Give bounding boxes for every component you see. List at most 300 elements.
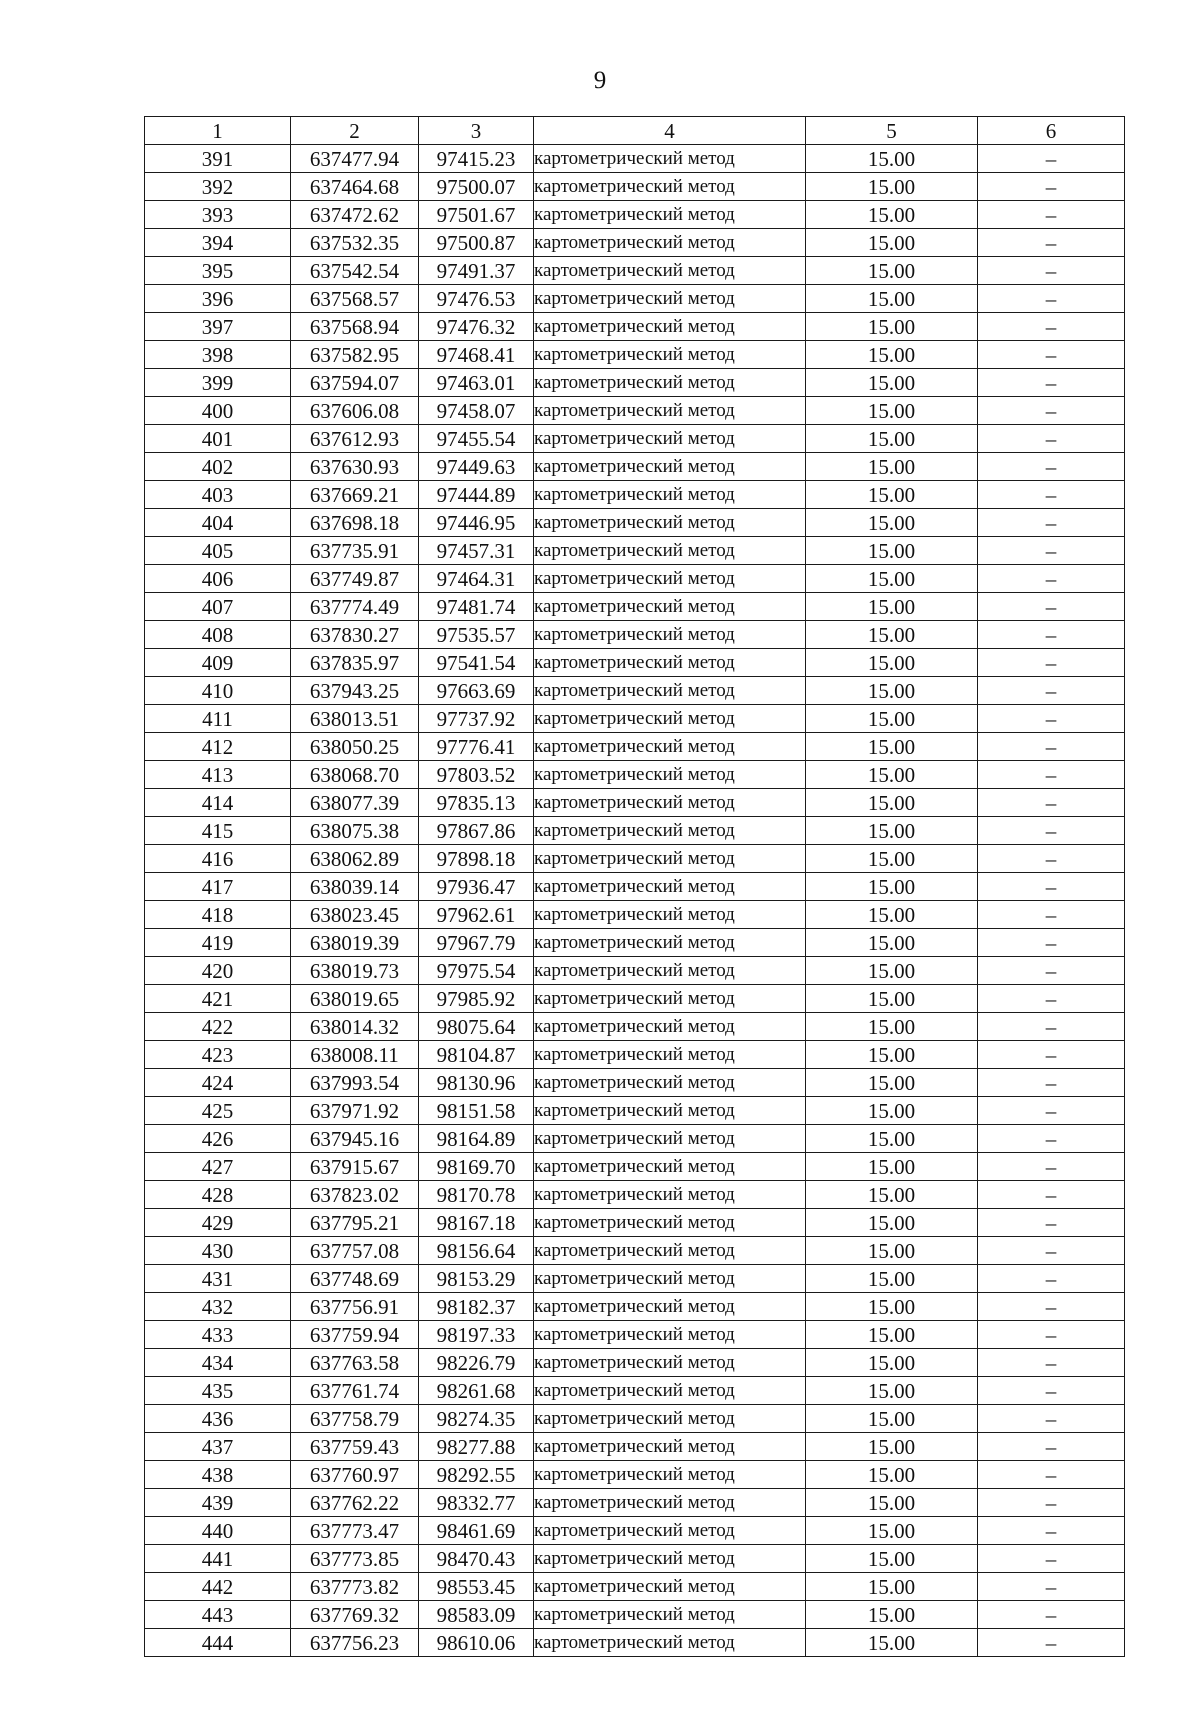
table-row [145, 1517, 1125, 1545]
point-number-cell: 397 [145, 313, 291, 341]
y-coordinate-cell: 97776.41 [419, 733, 534, 761]
point-number-cell: 416 [145, 845, 291, 873]
note-cell: – [978, 845, 1125, 873]
y-coordinate-cell: 98461.69 [419, 1517, 534, 1545]
note-cell: – [978, 1517, 1125, 1545]
table-row [145, 621, 1125, 649]
point-number-cell: 421 [145, 985, 291, 1013]
x-coordinate-cell: 637795.21 [291, 1209, 419, 1237]
y-coordinate-cell: 98197.33 [419, 1321, 534, 1349]
y-coordinate-cell: 98610.06 [419, 1629, 534, 1657]
accuracy-cell: 15.00 [806, 565, 978, 593]
table-row [145, 1629, 1125, 1657]
x-coordinate-cell: 637757.08 [291, 1237, 419, 1265]
x-coordinate-cell: 637762.22 [291, 1489, 419, 1517]
point-number-cell: 396 [145, 285, 291, 313]
note-cell: – [978, 677, 1125, 705]
point-number-cell: 433 [145, 1321, 291, 1349]
accuracy-cell: 15.00 [806, 1237, 978, 1265]
method-cell: картометрический метод [534, 1181, 806, 1209]
point-number-cell: 399 [145, 369, 291, 397]
table-row [145, 1573, 1125, 1601]
x-coordinate-cell: 638062.89 [291, 845, 419, 873]
x-coordinate-cell: 637756.23 [291, 1629, 419, 1657]
y-coordinate-cell: 97476.53 [419, 285, 534, 313]
accuracy-cell: 15.00 [806, 537, 978, 565]
note-cell: – [978, 1489, 1125, 1517]
x-coordinate-cell: 637568.94 [291, 313, 419, 341]
method-cell: картометрический метод [534, 677, 806, 705]
accuracy-cell: 15.00 [806, 1405, 978, 1433]
x-coordinate-cell: 637669.21 [291, 481, 419, 509]
y-coordinate-cell: 97449.63 [419, 453, 534, 481]
x-coordinate-cell: 638013.51 [291, 705, 419, 733]
point-number-cell: 392 [145, 173, 291, 201]
header-col-1: 1 [145, 117, 291, 145]
page-number: 9 [593, 67, 607, 94]
point-number-cell: 432 [145, 1293, 291, 1321]
method-cell: картометрический метод [534, 593, 806, 621]
x-coordinate-cell: 638039.14 [291, 873, 419, 901]
y-coordinate-cell: 97415.23 [419, 145, 534, 173]
method-cell: картометрический метод [534, 845, 806, 873]
header-col-3: 3 [419, 117, 534, 145]
y-coordinate-cell: 97458.07 [419, 397, 534, 425]
point-number-cell: 427 [145, 1153, 291, 1181]
note-cell: – [978, 1209, 1125, 1237]
y-coordinate-cell: 98226.79 [419, 1349, 534, 1377]
note-cell: – [978, 145, 1125, 173]
y-coordinate-cell: 98583.09 [419, 1601, 534, 1629]
method-cell: картометрический метод [534, 901, 806, 929]
note-cell: – [978, 341, 1125, 369]
y-coordinate-cell: 98167.18 [419, 1209, 534, 1237]
x-coordinate-cell: 637630.93 [291, 453, 419, 481]
accuracy-cell: 15.00 [806, 1517, 978, 1545]
y-coordinate-cell: 97468.41 [419, 341, 534, 369]
point-number-cell: 440 [145, 1517, 291, 1545]
method-cell: картометрический метод [534, 1405, 806, 1433]
note-cell: – [978, 1153, 1125, 1181]
table-row [145, 257, 1125, 285]
table-row [145, 1349, 1125, 1377]
note-cell: – [978, 1573, 1125, 1601]
table-row [145, 789, 1125, 817]
x-coordinate-cell: 637971.92 [291, 1097, 419, 1125]
accuracy-cell: 15.00 [806, 1265, 978, 1293]
accuracy-cell: 15.00 [806, 1377, 978, 1405]
table-row [145, 369, 1125, 397]
x-coordinate-cell: 637594.07 [291, 369, 419, 397]
table-row [145, 1293, 1125, 1321]
header-col-2: 2 [291, 117, 419, 145]
method-cell: картометрический метод [534, 509, 806, 537]
y-coordinate-cell: 98277.88 [419, 1433, 534, 1461]
y-coordinate-cell: 97464.31 [419, 565, 534, 593]
x-coordinate-cell: 637532.35 [291, 229, 419, 257]
method-cell: картометрический метод [534, 649, 806, 677]
y-coordinate-cell: 97535.57 [419, 621, 534, 649]
accuracy-cell: 15.00 [806, 369, 978, 397]
header-col-6: 6 [978, 117, 1125, 145]
accuracy-cell: 15.00 [806, 1489, 978, 1517]
y-coordinate-cell: 97867.86 [419, 817, 534, 845]
method-cell: картометрический метод [534, 173, 806, 201]
table-row [145, 985, 1125, 1013]
y-coordinate-cell: 98156.64 [419, 1237, 534, 1265]
method-cell: картометрический метод [534, 1321, 806, 1349]
accuracy-cell: 15.00 [806, 1321, 978, 1349]
method-cell: картометрический метод [534, 957, 806, 985]
point-number-cell: 435 [145, 1377, 291, 1405]
table-row [145, 1097, 1125, 1125]
method-cell: картометрический метод [534, 1013, 806, 1041]
y-coordinate-cell: 98292.55 [419, 1461, 534, 1489]
note-cell: – [978, 789, 1125, 817]
table-row [145, 1545, 1125, 1573]
note-cell: – [978, 453, 1125, 481]
table-row [145, 1405, 1125, 1433]
y-coordinate-cell: 98130.96 [419, 1069, 534, 1097]
accuracy-cell: 15.00 [806, 313, 978, 341]
note-cell: – [978, 481, 1125, 509]
accuracy-cell: 15.00 [806, 733, 978, 761]
table-row [145, 1377, 1125, 1405]
y-coordinate-cell: 97663.69 [419, 677, 534, 705]
method-cell: картометрический метод [534, 1237, 806, 1265]
table-row [145, 1013, 1125, 1041]
y-coordinate-cell: 97962.61 [419, 901, 534, 929]
x-coordinate-cell: 637774.49 [291, 593, 419, 621]
accuracy-cell: 15.00 [806, 425, 978, 453]
x-coordinate-cell: 638019.65 [291, 985, 419, 1013]
y-coordinate-cell: 97835.13 [419, 789, 534, 817]
header-row [145, 117, 1125, 145]
note-cell: – [978, 873, 1125, 901]
y-coordinate-cell: 97481.74 [419, 593, 534, 621]
note-cell: – [978, 1041, 1125, 1069]
accuracy-cell: 15.00 [806, 453, 978, 481]
point-number-cell: 437 [145, 1433, 291, 1461]
note-cell: – [978, 761, 1125, 789]
table-row [145, 509, 1125, 537]
note-cell: – [978, 313, 1125, 341]
x-coordinate-cell: 637759.43 [291, 1433, 419, 1461]
note-cell: – [978, 1013, 1125, 1041]
method-cell: картометрический метод [534, 1293, 806, 1321]
method-cell: картометрический метод [534, 789, 806, 817]
method-cell: картометрический метод [534, 1041, 806, 1069]
method-cell: картометрический метод [534, 313, 806, 341]
table-row [145, 1601, 1125, 1629]
method-cell: картометрический метод [534, 1601, 806, 1629]
method-cell: картометрический метод [534, 397, 806, 425]
y-coordinate-cell: 97737.92 [419, 705, 534, 733]
point-number-cell: 413 [145, 761, 291, 789]
accuracy-cell: 15.00 [806, 173, 978, 201]
table-row [145, 1069, 1125, 1097]
y-coordinate-cell: 97457.31 [419, 537, 534, 565]
accuracy-cell: 15.00 [806, 1545, 978, 1573]
x-coordinate-cell: 637823.02 [291, 1181, 419, 1209]
point-number-cell: 424 [145, 1069, 291, 1097]
method-cell: картометрический метод [534, 285, 806, 313]
note-cell: – [978, 1237, 1125, 1265]
x-coordinate-cell: 637606.08 [291, 397, 419, 425]
accuracy-cell: 15.00 [806, 1013, 978, 1041]
table-row [145, 593, 1125, 621]
note-cell: – [978, 1461, 1125, 1489]
y-coordinate-cell: 97491.37 [419, 257, 534, 285]
y-coordinate-cell: 98261.68 [419, 1377, 534, 1405]
table-row [145, 705, 1125, 733]
note-cell: – [978, 705, 1125, 733]
point-number-cell: 430 [145, 1237, 291, 1265]
method-cell: картометрический метод [534, 341, 806, 369]
table-row [145, 649, 1125, 677]
point-number-cell: 426 [145, 1125, 291, 1153]
note-cell: – [978, 957, 1125, 985]
method-cell: картометрический метод [534, 621, 806, 649]
x-coordinate-cell: 638023.45 [291, 901, 419, 929]
point-number-cell: 393 [145, 201, 291, 229]
table-header [145, 117, 1125, 145]
header-col-4: 4 [534, 117, 806, 145]
accuracy-cell: 15.00 [806, 1601, 978, 1629]
note-cell: – [978, 1265, 1125, 1293]
note-cell: – [978, 565, 1125, 593]
accuracy-cell: 15.00 [806, 957, 978, 985]
x-coordinate-cell: 637835.97 [291, 649, 419, 677]
accuracy-cell: 15.00 [806, 1181, 978, 1209]
y-coordinate-cell: 98170.78 [419, 1181, 534, 1209]
y-coordinate-cell: 97500.07 [419, 173, 534, 201]
x-coordinate-cell: 637993.54 [291, 1069, 419, 1097]
accuracy-cell: 15.00 [806, 985, 978, 1013]
x-coordinate-cell: 637773.82 [291, 1573, 419, 1601]
point-number-cell: 405 [145, 537, 291, 565]
table-row [145, 1265, 1125, 1293]
method-cell: картометрический метод [534, 1349, 806, 1377]
table-row [145, 1433, 1125, 1461]
x-coordinate-cell: 638050.25 [291, 733, 419, 761]
point-number-cell: 408 [145, 621, 291, 649]
table-row [145, 173, 1125, 201]
point-number-cell: 401 [145, 425, 291, 453]
accuracy-cell: 15.00 [806, 341, 978, 369]
accuracy-cell: 15.00 [806, 901, 978, 929]
point-number-cell: 428 [145, 1181, 291, 1209]
y-coordinate-cell: 98182.37 [419, 1293, 534, 1321]
point-number-cell: 442 [145, 1573, 291, 1601]
table-row [145, 201, 1125, 229]
note-cell: – [978, 1069, 1125, 1097]
accuracy-cell: 15.00 [806, 761, 978, 789]
note-cell: – [978, 1433, 1125, 1461]
point-number-cell: 391 [145, 145, 291, 173]
accuracy-cell: 15.00 [806, 705, 978, 733]
table-row [145, 1209, 1125, 1237]
point-number-cell: 407 [145, 593, 291, 621]
point-number-cell: 410 [145, 677, 291, 705]
x-coordinate-cell: 637773.47 [291, 1517, 419, 1545]
point-number-cell: 402 [145, 453, 291, 481]
y-coordinate-cell: 98553.45 [419, 1573, 534, 1601]
method-cell: картометрический метод [534, 817, 806, 845]
accuracy-cell: 15.00 [806, 397, 978, 425]
y-coordinate-cell: 97463.01 [419, 369, 534, 397]
method-cell: картометрический метод [534, 1125, 806, 1153]
x-coordinate-cell: 637464.68 [291, 173, 419, 201]
x-coordinate-cell: 638019.39 [291, 929, 419, 957]
note-cell: – [978, 173, 1125, 201]
accuracy-cell: 15.00 [806, 1097, 978, 1125]
y-coordinate-cell: 98332.77 [419, 1489, 534, 1517]
method-cell: картометрический метод [534, 369, 806, 397]
x-coordinate-cell: 637773.85 [291, 1545, 419, 1573]
method-cell: картометрический метод [534, 201, 806, 229]
note-cell: – [978, 1629, 1125, 1657]
y-coordinate-cell: 98104.87 [419, 1041, 534, 1069]
x-coordinate-cell: 637542.54 [291, 257, 419, 285]
point-number-cell: 419 [145, 929, 291, 957]
method-cell: картометрический метод [534, 1433, 806, 1461]
point-number-cell: 420 [145, 957, 291, 985]
table-row [145, 1153, 1125, 1181]
x-coordinate-cell: 637477.94 [291, 145, 419, 173]
accuracy-cell: 15.00 [806, 1629, 978, 1657]
y-coordinate-cell: 97500.87 [419, 229, 534, 257]
note-cell: – [978, 1377, 1125, 1405]
x-coordinate-cell: 637748.69 [291, 1265, 419, 1293]
x-coordinate-cell: 637763.58 [291, 1349, 419, 1377]
point-number-cell: 412 [145, 733, 291, 761]
x-coordinate-cell: 637612.93 [291, 425, 419, 453]
note-cell: – [978, 901, 1125, 929]
table-row [145, 957, 1125, 985]
accuracy-cell: 15.00 [806, 677, 978, 705]
x-coordinate-cell: 637582.95 [291, 341, 419, 369]
note-cell: – [978, 649, 1125, 677]
table-row [145, 733, 1125, 761]
table-row [145, 1181, 1125, 1209]
accuracy-cell: 15.00 [806, 145, 978, 173]
table-row [145, 845, 1125, 873]
method-cell: картометрический метод [534, 761, 806, 789]
note-cell: – [978, 201, 1125, 229]
point-number-cell: 398 [145, 341, 291, 369]
accuracy-cell: 15.00 [806, 1293, 978, 1321]
y-coordinate-cell: 97541.54 [419, 649, 534, 677]
method-cell: картометрический метод [534, 565, 806, 593]
x-coordinate-cell: 637915.67 [291, 1153, 419, 1181]
method-cell: картометрический метод [534, 229, 806, 257]
method-cell: картометрический метод [534, 929, 806, 957]
point-number-cell: 415 [145, 817, 291, 845]
point-number-cell: 422 [145, 1013, 291, 1041]
accuracy-cell: 15.00 [806, 1573, 978, 1601]
table-row [145, 537, 1125, 565]
point-number-cell: 403 [145, 481, 291, 509]
method-cell: картометрический метод [534, 1461, 806, 1489]
y-coordinate-cell: 97985.92 [419, 985, 534, 1013]
note-cell: – [978, 1321, 1125, 1349]
y-coordinate-cell: 97975.54 [419, 957, 534, 985]
method-cell: картометрический метод [534, 985, 806, 1013]
x-coordinate-cell: 637735.91 [291, 537, 419, 565]
y-coordinate-cell: 97967.79 [419, 929, 534, 957]
y-coordinate-cell: 97501.67 [419, 201, 534, 229]
note-cell: – [978, 1293, 1125, 1321]
point-number-cell: 406 [145, 565, 291, 593]
method-cell: картометрический метод [534, 1545, 806, 1573]
note-cell: – [978, 397, 1125, 425]
method-cell: картометрический метод [534, 1069, 806, 1097]
method-cell: картометрический метод [534, 1629, 806, 1657]
method-cell: картометрический метод [534, 145, 806, 173]
accuracy-cell: 15.00 [806, 845, 978, 873]
point-number-cell: 443 [145, 1601, 291, 1629]
x-coordinate-cell: 638014.32 [291, 1013, 419, 1041]
point-number-cell: 439 [145, 1489, 291, 1517]
note-cell: – [978, 285, 1125, 313]
y-coordinate-cell: 97455.54 [419, 425, 534, 453]
table-row [145, 761, 1125, 789]
accuracy-cell: 15.00 [806, 873, 978, 901]
note-cell: – [978, 985, 1125, 1013]
table-row [145, 229, 1125, 257]
y-coordinate-cell: 98153.29 [419, 1265, 534, 1293]
method-cell: картометрический метод [534, 453, 806, 481]
accuracy-cell: 15.00 [806, 929, 978, 957]
y-coordinate-cell: 98470.43 [419, 1545, 534, 1573]
x-coordinate-cell: 638019.73 [291, 957, 419, 985]
accuracy-cell: 15.00 [806, 257, 978, 285]
method-cell: картометрический метод [534, 1517, 806, 1545]
table-row [145, 285, 1125, 313]
table-row [145, 341, 1125, 369]
accuracy-cell: 15.00 [806, 1433, 978, 1461]
y-coordinate-cell: 98169.70 [419, 1153, 534, 1181]
table-row [145, 929, 1125, 957]
point-number-cell: 425 [145, 1097, 291, 1125]
y-coordinate-cell: 97444.89 [419, 481, 534, 509]
table-row [145, 1041, 1125, 1069]
point-number-cell: 436 [145, 1405, 291, 1433]
x-coordinate-cell: 637756.91 [291, 1293, 419, 1321]
note-cell: – [978, 929, 1125, 957]
table-row [145, 873, 1125, 901]
method-cell: картометрический метод [534, 873, 806, 901]
method-cell: картометрический метод [534, 425, 806, 453]
x-coordinate-cell: 637749.87 [291, 565, 419, 593]
note-cell: – [978, 593, 1125, 621]
point-number-cell: 429 [145, 1209, 291, 1237]
x-coordinate-cell: 637698.18 [291, 509, 419, 537]
x-coordinate-cell: 638075.38 [291, 817, 419, 845]
table-row [145, 145, 1125, 173]
y-coordinate-cell: 98075.64 [419, 1013, 534, 1041]
note-cell: – [978, 1349, 1125, 1377]
point-number-cell: 441 [145, 1545, 291, 1573]
x-coordinate-cell: 637568.57 [291, 285, 419, 313]
note-cell: – [978, 1601, 1125, 1629]
method-cell: картометрический метод [534, 257, 806, 285]
note-cell: – [978, 733, 1125, 761]
method-cell: картометрический метод [534, 1489, 806, 1517]
x-coordinate-cell: 637758.79 [291, 1405, 419, 1433]
point-number-cell: 404 [145, 509, 291, 537]
